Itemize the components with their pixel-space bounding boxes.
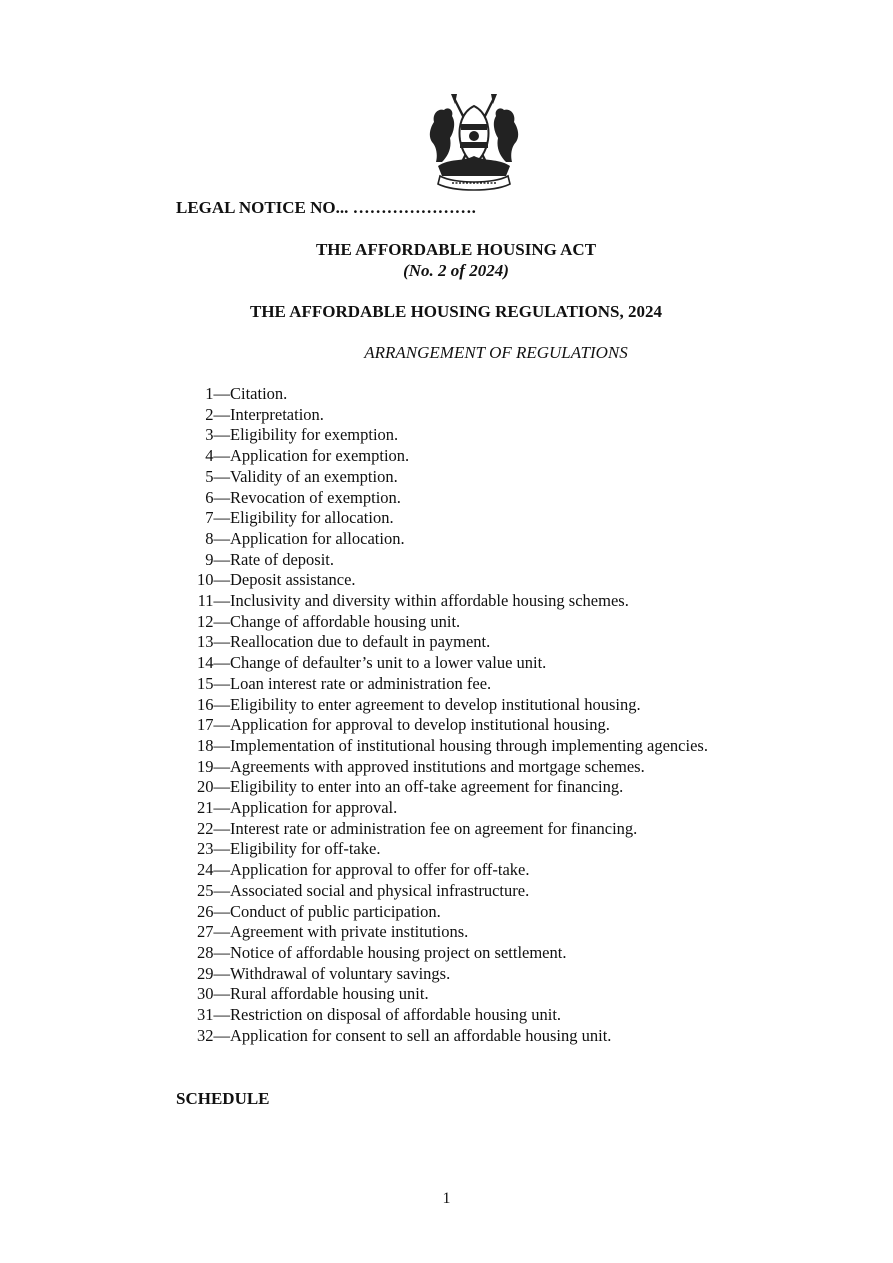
regulation-number: 2— <box>205 404 230 424</box>
regulation-item <box>176 425 736 446</box>
regulation-title: Citation. <box>230 384 288 403</box>
regulation-title: Loan interest rate or administration fee. <box>230 673 492 693</box>
regulation-number: 4— <box>205 446 230 466</box>
regulation-item <box>176 529 736 550</box>
regulation-number: 9— <box>205 549 230 569</box>
regulation-number: 24— <box>197 860 230 880</box>
regulation-number: 31— <box>197 1005 230 1025</box>
regulation-item <box>176 881 736 902</box>
regulation-title: Application for consent to sell an affordable housing unit. <box>230 1025 612 1045</box>
regulation-item <box>176 839 736 860</box>
regulation-title: Implementation of institutional housing through implementing agencies. <box>230 735 708 755</box>
regulation-number: 18— <box>197 735 230 755</box>
regulation-number: 20— <box>197 777 230 797</box>
regulation-item <box>176 405 736 426</box>
regulation-title: Eligibility for off-take. <box>230 839 381 859</box>
regulation-number: 16— <box>197 694 230 714</box>
regulation-item <box>176 632 736 653</box>
regulations-list <box>176 384 736 1047</box>
regulation-number: 5— <box>205 466 230 486</box>
regulation-number: 23— <box>197 839 230 859</box>
act-title: THE AFFORDABLE HOUSING ACT <box>315 240 597 259</box>
regulation-title: Restriction on disposal of affordable housing unit. <box>230 1005 562 1025</box>
regulation-title: Associated social and physical infrastructure. <box>230 880 530 900</box>
regulation-number: 8— <box>205 528 230 548</box>
regulation-number: 13— <box>197 632 230 652</box>
regulation-number: 15— <box>197 673 230 693</box>
regulation-title: Agreement with private institutions. <box>230 922 469 942</box>
regulation-number: 21— <box>197 798 230 818</box>
regulation-item <box>176 612 736 633</box>
regulation-title: Eligibility to enter agreement to develop institutional housing. <box>230 694 641 714</box>
regulation-number: 14— <box>197 653 230 673</box>
regulation-title: Application for exemption. <box>230 446 410 466</box>
regulation-title: Rural affordable housing unit. <box>230 984 429 1004</box>
regulation-number: 29— <box>197 963 230 983</box>
regulation-item <box>176 550 736 571</box>
regulation-title: Application for allocation. <box>230 528 405 548</box>
regulation-title: Agreements with approved institutions and mortgage schemes. <box>230 756 645 776</box>
regulation-title: Reallocation due to default in payment. <box>230 632 491 652</box>
regulation-number: 32— <box>197 1025 230 1045</box>
regulation-number: 17— <box>197 715 230 735</box>
regulation-title: Eligibility to enter into an off-take agreement for financing. <box>230 777 624 797</box>
regulation-title: Inclusivity and diversity within affordable housing schemes. <box>230 591 629 611</box>
regulation-title: Conduct of public participation. <box>230 901 441 921</box>
regulations-title: THE AFFORDABLE HOUSING REGULATIONS, 2024 <box>249 302 662 321</box>
regulation-title: Rate of deposit. <box>230 549 335 569</box>
regulation-item <box>176 964 736 985</box>
regulation-number: 1— <box>205 384 230 403</box>
regulation-title: Validity of an exemption. <box>230 466 398 486</box>
regulation-title: Eligibility for exemption. <box>230 425 399 445</box>
regulation-title: Application for approval. <box>230 798 398 818</box>
regulation-item <box>176 488 736 509</box>
regulation-item <box>176 508 736 529</box>
regulation-number: 30— <box>197 984 230 1004</box>
regulation-item <box>176 1026 736 1047</box>
regulation-number: 6— <box>205 487 230 507</box>
regulation-item <box>176 860 736 881</box>
regulation-title: Application for approval to develop institutional housing. <box>230 715 610 735</box>
kenya-coat-of-arms-icon <box>424 92 524 192</box>
page-number: 1 <box>442 1190 451 1207</box>
regulation-title: Withdrawal of voluntary savings. <box>230 963 451 983</box>
regulation-title: Deposit assistance. <box>230 570 356 590</box>
regulation-title: Revocation of exemption. <box>230 487 401 507</box>
act-number: (No. 2 of 2024) <box>403 261 509 280</box>
regulation-item <box>176 819 736 840</box>
regulation-number: 25— <box>197 880 230 900</box>
regulation-item <box>176 384 736 405</box>
regulation-item <box>176 570 736 591</box>
regulation-item <box>176 798 736 819</box>
regulation-title: Change of defaulter’s unit to a lower value unit. <box>230 653 547 673</box>
regulation-number: 28— <box>197 942 230 962</box>
regulation-item <box>176 715 736 736</box>
regulation-item <box>176 591 736 612</box>
regulation-number: 19— <box>197 756 230 776</box>
regulation-number: 12— <box>197 611 230 631</box>
regulation-title: Change of affordable housing unit. <box>230 611 461 631</box>
arrangement-heading: ARRANGEMENT OF REGULATIONS <box>364 343 628 362</box>
regulation-number: 26— <box>197 901 230 921</box>
regulation-title: Interest rate or administration fee on agreement for financing. <box>230 818 638 838</box>
regulation-item <box>176 902 736 923</box>
regulation-number: 11— <box>197 591 230 611</box>
regulation-title: Eligibility for allocation. <box>230 508 394 528</box>
regulation-item <box>176 922 736 943</box>
regulation-number: 10— <box>197 570 230 590</box>
regulation-item <box>176 467 736 488</box>
regulation-item <box>176 674 736 695</box>
regulation-item <box>176 446 736 467</box>
regulation-number: 27— <box>197 922 230 942</box>
schedule-heading: SCHEDULE <box>176 1089 270 1108</box>
regulation-item <box>176 1005 736 1026</box>
regulation-item <box>176 736 736 757</box>
regulation-title: Interpretation. <box>230 404 324 424</box>
regulation-number: 22— <box>197 818 230 838</box>
regulation-item <box>176 984 736 1005</box>
regulation-item <box>176 943 736 964</box>
regulation-item <box>176 695 736 716</box>
regulation-number: 7— <box>205 508 230 528</box>
regulation-title: Notice of affordable housing project on settlement. <box>230 942 567 962</box>
regulation-number: 3— <box>205 425 230 445</box>
regulation-item <box>176 653 736 674</box>
legal-notice-number: LEGAL NOTICE NO... …………………. <box>176 198 476 217</box>
regulation-title: Application for approval to offer for off-take. <box>230 860 530 880</box>
regulation-item <box>176 757 736 778</box>
regulation-item <box>176 777 736 798</box>
